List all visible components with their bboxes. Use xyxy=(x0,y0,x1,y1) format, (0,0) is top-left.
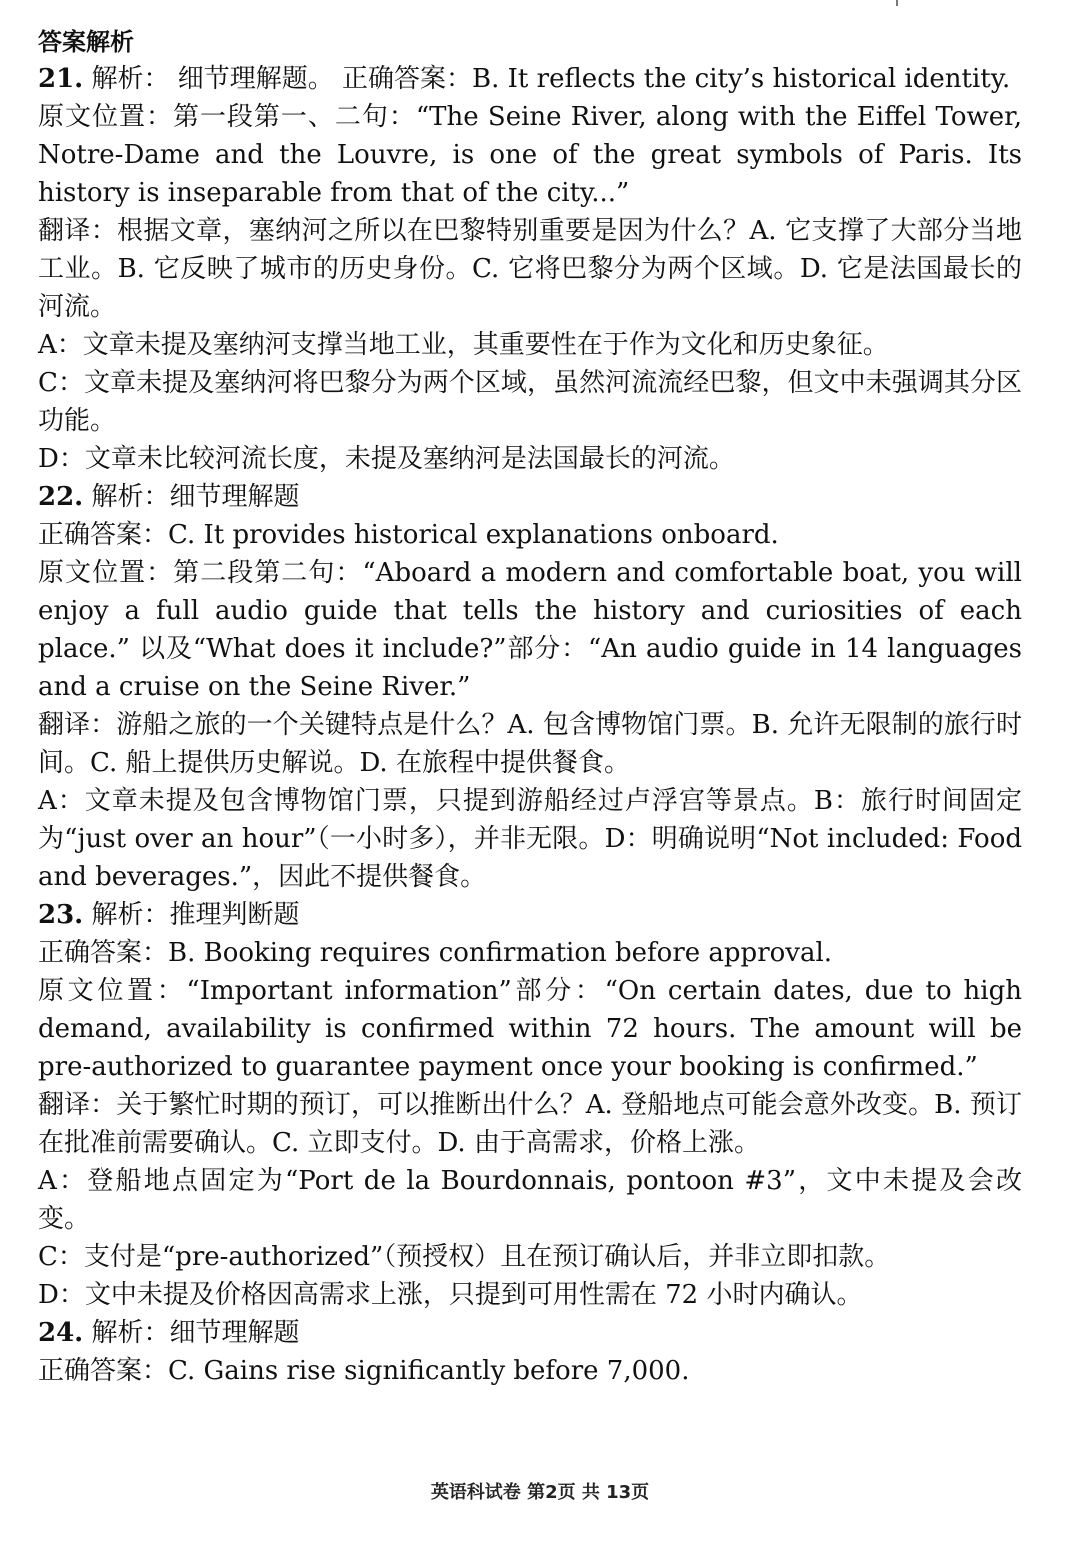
section-header: 答案解析 xyxy=(38,28,134,56)
q21-translation: 翻译：根据文章，塞纳河之所以在巴黎特别重要是因为什么？A. 它支撑了大部分当地工业。B. 它反映了城市的历史身份。C. 它将巴黎分为两个区域。D. 它是法国最长的河流。 xyxy=(38,216,1022,322)
q22-heading: 22. 解析：细节理解题 xyxy=(38,482,300,512)
question-21 xyxy=(38,60,1022,478)
question-23 xyxy=(38,896,1022,1314)
q23-source: 原文位置：“Important information”部分：“On certain dates, due to high demand, availability is confirmed within 72 hours. The amount will be pre-authorized to guarantee payment once your booking is confirmed.” xyxy=(38,976,1022,1082)
q22-number: 22. xyxy=(38,482,84,512)
q22-source: 原文位置：第二段第二句：“Aboard a modern and comfortable boat, you will enjoy a full audio guide that tells the history and curiosities of each place.” 以及“What does it include?”部分：“An audio guide in 14 languages and a cruise on the Seine River.” xyxy=(38,558,1022,702)
q23-translation: 翻译：关于繁忙时期的预订，可以推断出什么？A. 登船地点可能会意外改变。B. 预订在批准前需要确认。C. 立即支付。D. 由于高需求，价格上涨。 xyxy=(38,1090,1022,1158)
q21-option-c: C：文章未提及塞纳河将巴黎分为两个区域，虽然河流流经巴黎，但文中未强调其分区功能。 xyxy=(38,368,1022,436)
q23-option-a: A：登船地点固定为“Port de la Bourdonnais, pontoon #3”，文中未提及会改变。 xyxy=(38,1166,1022,1234)
q21-number: 21. xyxy=(38,64,84,94)
q21-line1: 21. 解析： 细节理解题。 正确答案：B. It reflects the city’s historical identity. xyxy=(38,64,1011,94)
q23-number: 23. xyxy=(38,900,84,930)
q24-heading: 24. 解析：细节理解题 xyxy=(38,1318,300,1348)
question-22 xyxy=(38,478,1022,896)
page-footer: 英语科试卷 第2页 共 13页 xyxy=(430,1482,650,1503)
edge-mark xyxy=(896,0,898,6)
q24-number: 24. xyxy=(38,1318,84,1348)
q23-heading: 23. 解析：推理判断题 xyxy=(38,900,300,930)
q23-option-d: D：文中未提及价格因高需求上涨，只提到可用性需在 72 小时内确认。 xyxy=(38,1280,863,1310)
q23-answer: 正确答案：B. Booking requires confirmation before approval. xyxy=(38,938,833,968)
q22-option-explanations: A：文章未提及包含博物馆门票，只提到游船经过卢浮宫等景点。B：旅行时间固定为“just over an hour”（一小时多），并非无限。D：明确说明“Not included: Food and beverages.”，因此不提供餐食。 xyxy=(38,786,1022,892)
q23-option-c: C：支付是“pre-authorized”（预授权）且在预订确认后，并非立即扣款。 xyxy=(38,1242,891,1272)
q24-answer: 正确答案：C. Gains rise significantly before 7,000. xyxy=(38,1356,690,1386)
answer-key-page xyxy=(38,22,1022,1390)
q21-source: 原文位置：第一段第一、二句：“The Seine River, along with the Eiffel Tower, Notre-Dame and the Louvre, is one of the great symbols of Paris. Its history is inseparable from that of the city...” xyxy=(38,102,1022,208)
q21-option-d: D：文章未比较河流长度，未提及塞纳河是法国最长的河流。 xyxy=(38,444,735,474)
q22-translation: 翻译：游船之旅的一个关键特点是什么？A. 包含博物馆门票。B. 允许无限制的旅行时间。C. 船上提供历史解说。D. 在旅程中提供餐食。 xyxy=(38,710,1022,778)
q21-option-a: A：文章未提及塞纳河支撑当地工业，其重要性在于作为文化和历史象征。 xyxy=(38,330,889,360)
q22-answer: 正确答案：C. It provides historical explanations onboard. xyxy=(38,520,779,550)
question-24 xyxy=(38,1314,1022,1390)
